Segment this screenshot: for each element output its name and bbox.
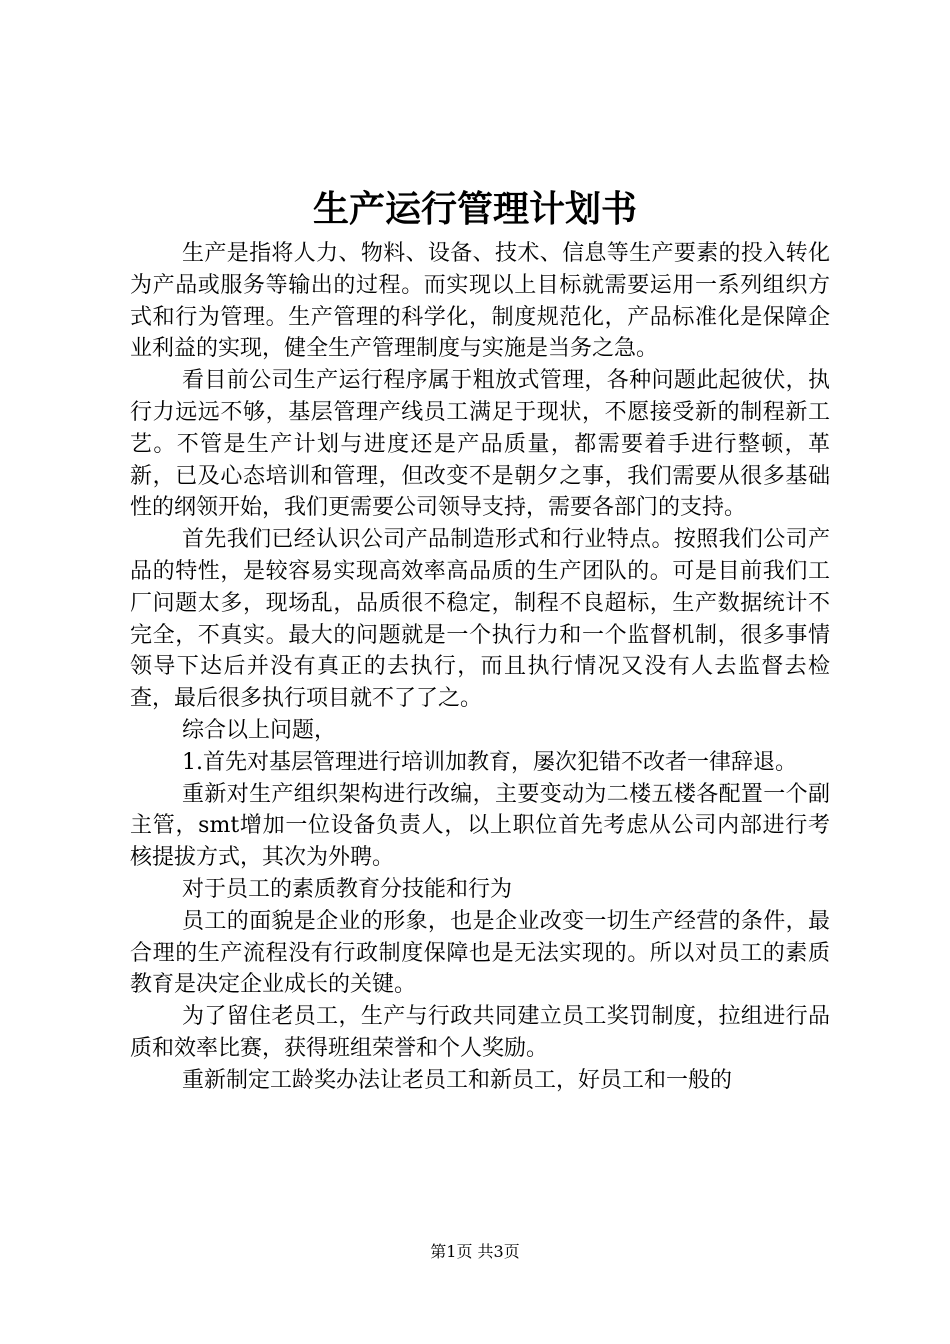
- document-body: [130, 238, 830, 1097]
- paragraph: 对于员工的素质教育分技能和行为: [182, 876, 513, 902]
- paragraph: 重新制定工龄奖办法让老员工和新员工，好员工和一般的: [182, 1067, 733, 1093]
- paragraph: 重新对生产组织架构进行改编，主要变动为二楼五楼各配置一个副主管，smt增加一位设备负责人，以上职位首先考虑从公司内部进行考核提拔方式，其次为外聘。: [130, 781, 830, 871]
- page-footer: 第1页 共3页: [430, 1242, 520, 1261]
- paragraph: 1.首先对基层管理进行培训加教育，屡次犯错不改者一律辞退。: [182, 749, 797, 775]
- document-title: 生产运行管理计划书: [312, 188, 637, 230]
- paragraph: 综合以上问题，: [182, 717, 337, 743]
- paragraph: 生产是指将人力、物料、设备、技术、信息等生产要素的投入转化为产品或服务等输出的过程。而实现以上目标就需要运用一系列组织方式和行为管理。生产管理的科学化，制度规范化，产品标准化是保障企业利益的实现，健全生产管理制度与实施是当务之急。: [130, 241, 830, 362]
- paragraph: 员工的面貌是企业的形象，也是企业改变一切生产经营的条件，最合理的生产流程没有行政制度保障也是无法实现的。所以对员工的素质教育是决定企业成长的关键。: [130, 908, 830, 998]
- paragraph: 首先我们已经认识公司产品制造形式和行业特点。按照我们公司产品的特性，是较容易实现高效率高品质的生产团队的。可是目前我们工厂问题太多，现场乱，品质很不稳定，制程不良超标，生产数据统计不完全，不真实。最大的问题就是一个执行力和一个监督机制，很多事情领导下达后并没有真正的去执行，而且执行情况又没有人去监督去检查，最后很多执行项目就不了了之。: [130, 527, 830, 712]
- paragraph: 为了留住老员工，生产与行政共同建立员工奖罚制度，拉组进行品质和效率比赛，获得班组荣誉和个人奖励。: [130, 1004, 830, 1061]
- paragraph: 看目前公司生产运行程序属于粗放式管理，各种问题此起彼伏，执行力远远不够，基层管理产线员工满足于现状，不愿接受新的制程新工艺。不管是生产计划与进度还是产品质量，都需要着手进行整顿，革新，已及心态培训和管理，但改变不是朝夕之事，我们需要从很多基础性的纲领开始，我们更需要公司领导支持，需要各部门的支持。: [130, 368, 830, 521]
